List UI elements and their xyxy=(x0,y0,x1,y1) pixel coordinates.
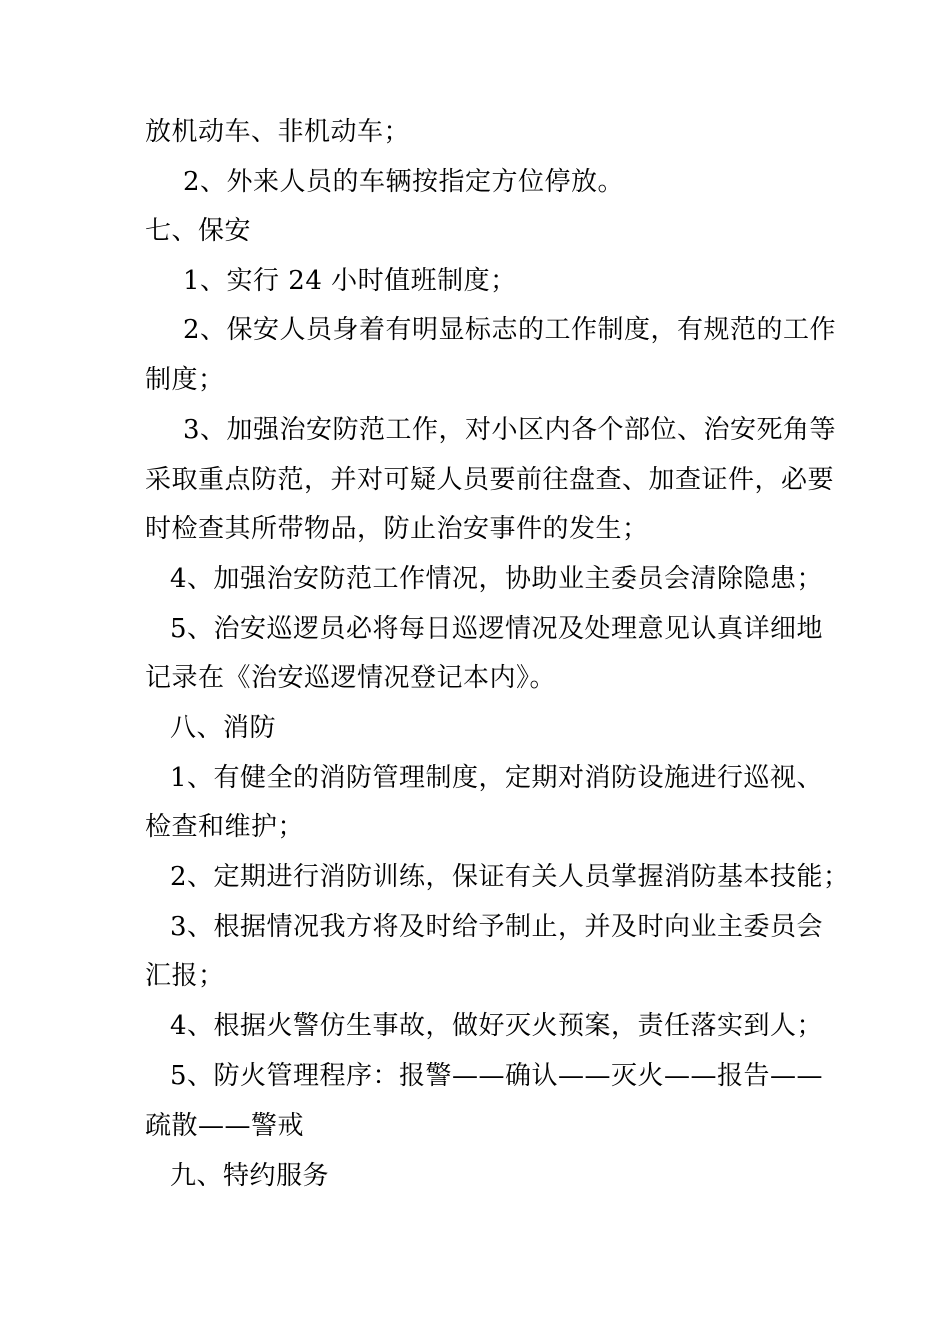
text-line: 4、根据火警仿生事故，做好灭火预案，责任落实到人； xyxy=(170,1011,824,1041)
text-line: 1、有健全的消防管理制度，定期对消防设施进行巡视、 xyxy=(170,763,824,793)
section-heading-fire-safety: 八、消防 xyxy=(170,713,277,743)
text-line: 1、实行 24 小时值班制度； xyxy=(183,266,517,296)
text-line: 检查和维护； xyxy=(145,812,305,842)
text-line: 采取重点防范，并对可疑人员要前往盘查、加查证件，必要 xyxy=(145,465,835,495)
text-line: 3、根据情况我方将及时给予制止，并及时向业主委员会 xyxy=(170,912,824,942)
text-line: 4、加强治安防范工作情况，协助业主委员会清除隐患； xyxy=(170,564,824,594)
text-line: 5、治安巡逻员必将每日巡逻情况及处理意见认真详细地 xyxy=(170,614,824,644)
text-line: 2、保安人员身着有明显标志的工作制度，有规范的工作 xyxy=(183,315,837,345)
section-heading-special-services: 九、特约服务 xyxy=(170,1161,330,1191)
section-heading-security: 七、保安 xyxy=(145,216,252,246)
text-line: 3、加强治安防范工作，对小区内各个部位、治安死角等 xyxy=(183,415,837,445)
text-line: 放机动车、非机动车； xyxy=(145,117,411,147)
text-line: 制度； xyxy=(145,365,225,395)
text-line: 2、定期进行消防训练，保证有关人员掌握消防基本技能； xyxy=(170,862,850,892)
text-line: 疏散——警戒 xyxy=(145,1111,305,1141)
text-line: 时检查其所带物品，防止治安事件的发生； xyxy=(145,514,649,544)
text-line: 记录在《治安巡逻情况登记本内》。 xyxy=(145,663,557,693)
text-line: 5、防火管理程序：报警——确认——灭火——报告—— xyxy=(170,1061,824,1091)
text-line: 汇报； xyxy=(145,961,225,991)
text-line: 2、外来人员的车辆按指定方位停放。 xyxy=(183,167,625,197)
